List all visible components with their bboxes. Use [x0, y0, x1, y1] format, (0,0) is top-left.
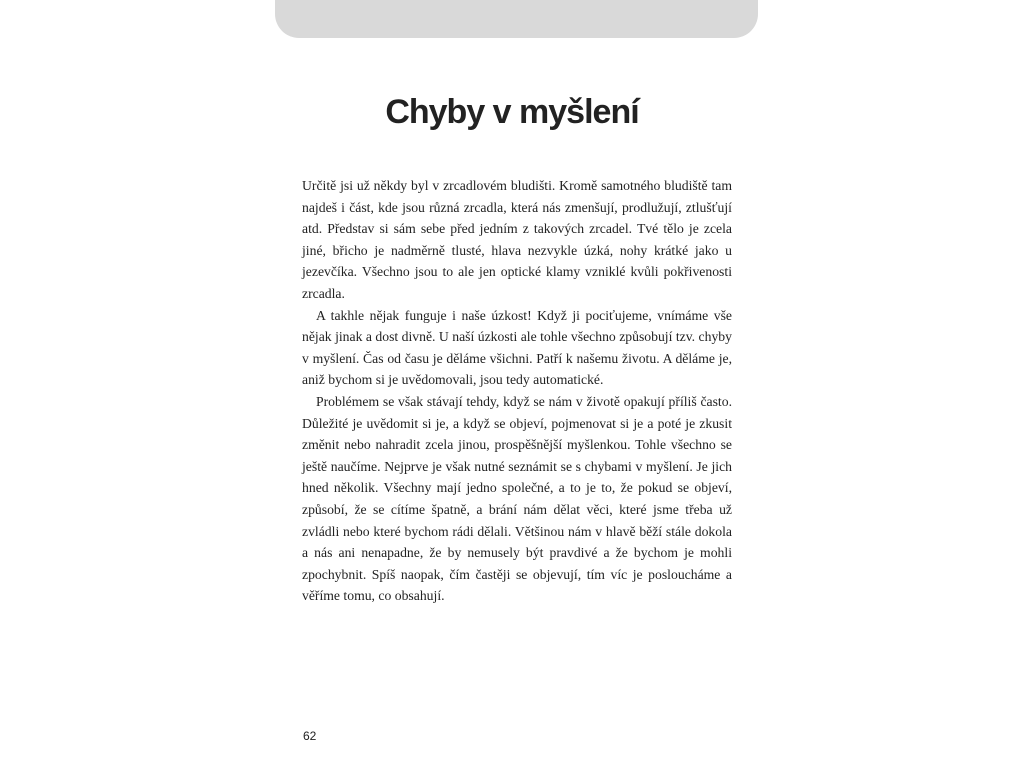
- body-text: [302, 175, 732, 607]
- paragraph-1: Určitě jsi už někdy byl v zrcadlovém bludišti. Kromě samotného bludiště tam najdeš i část, kde jsou různá zrcadla, která nás zmenšují, prodlužují, ztlušťují atd. Představ si sám sebe před jedním z takových zrcadel. Tvé tělo je zcela jiné, břicho je nadměrně tlusté, hlava nezvykle úzká, nohy krátké jako u jezevčíka. Všechno jsou to ale jen optické klamy vzniklé kvůli pokřivenosti zrcadla.: [302, 178, 732, 301]
- paragraph-3: Problémem se však stávají tehdy, když se nám v životě opakují příliš často. Důležité je uvědomit si je, a když se objeví, pojmenovat si je a poté je zkusit změnit nebo nahradit zcela jinou, prospěšnější myšlenkou. Tohle všechno se ještě naučíme. Nejprve je však nutné seznámit se s chybami v myšlení. Je jich hned několik. Všechny mají jedno společné, a to je to, že pokud se objeví, způsobí, že se cítíme špatně, a brání nám dělat věci, které jsme třeba už zvládli nebo které bychom rádi dělali. Většinou nám v hlavě běží stále dokola a nás ani nenapadne, že by nemusely být pravdivé a že bychom je mohli zpochybnit. Spíš naopak, čím častěji se objevují, tím víc je posloucháme a věříme tomu, co obsahují.: [302, 393, 732, 604]
- page-number: 62: [303, 729, 317, 743]
- page-title: Chyby v myšlení: [385, 93, 639, 131]
- paragraph-2: A takhle nějak funguje i naše úzkost! Když ji pociťujeme, vnímáme vše nějak jinak a dost divně. U naší úzkosti ale tohle všechno způsobují tzv. chyby v myšlení. Čas od času je děláme všichni. Patří k našemu životu. A děláme je, aniž bychom si je uvědomovali, jsou tedy automatické.: [302, 307, 732, 388]
- header-tab: [275, 0, 758, 38]
